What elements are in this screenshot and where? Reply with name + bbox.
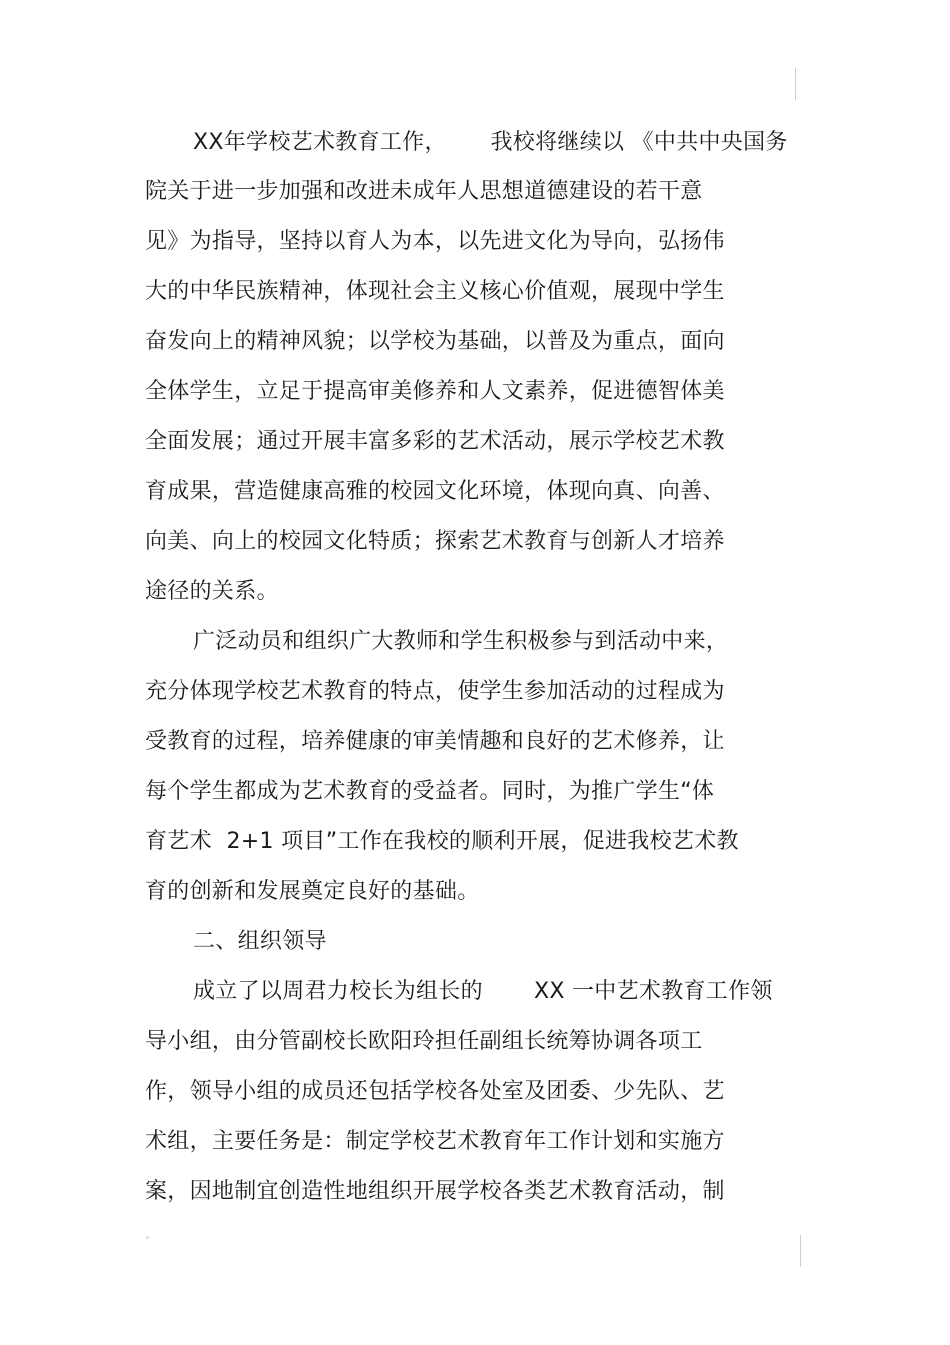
paragraph-line: 院关于进一步加强和改进未成年人思想道德建设的若干意	[145, 179, 703, 204]
paragraph-line: 途径的关系。	[145, 579, 279, 604]
scan-artifact	[146, 1236, 149, 1239]
paragraph-line: 全面发展；通过开展丰富多彩的艺术活动，展示学校艺术教	[145, 429, 725, 454]
paragraph-line: 大的中华民族精神，体现社会主义核心价值观，展现中学生	[145, 279, 725, 304]
paragraph-line: 导小组，由分管副校长欧阳玲担任副组长统筹协调各项工	[145, 1029, 703, 1054]
page-margin-mark-bottom	[800, 1235, 801, 1267]
paragraph-line: 每个学生都成为艺术教育的受益者。同时，为推广学生“体	[145, 779, 715, 804]
paragraph-line: 作，领导小组的成员还包括学校各处室及团委、少先队、艺	[145, 1079, 725, 1104]
paragraph-line: 育的创新和发展奠定良好的基础。	[145, 879, 480, 904]
paragraph-line: 案，因地制宜创造性地组织开展学校各类艺术教育活动，制	[145, 1179, 725, 1204]
paragraph-line: 向美、向上的校园文化特质；探索艺术教育与创新人才培养	[145, 529, 725, 554]
paragraph-line: 受教育的过程，培养健康的审美情趣和良好的艺术修养，让	[145, 729, 725, 754]
page-margin-mark-top	[795, 68, 796, 100]
paragraph-line: 成立了以周君力校长为组长的 XX 一中艺术教育工作领	[193, 979, 773, 1004]
paragraph-line: 育艺术 2+1 项目”工作在我校的顺利开展，促进我校艺术教	[145, 829, 739, 854]
paragraph-line: 全体学生，立足于提高审美修养和人文素养，促进德智体美	[145, 379, 725, 404]
paragraph-line: 广泛动员和组织广大教师和学生积极参与到活动中来，	[193, 629, 729, 654]
paragraph-line: 见》为指导，坚持以育人为本，以先进文化为导向，弘扬伟	[145, 229, 725, 254]
section-heading: 二、组织领导	[193, 929, 327, 954]
paragraph-line: 奋发向上的精神风貌；以学校为基础，以普及为重点，面向	[145, 329, 725, 354]
paragraph-line: 充分体现学校艺术教育的特点，使学生参加活动的过程成为	[145, 679, 725, 704]
paragraph-line: 术组，主要任务是：制定学校艺术教育年工作计划和实施方	[145, 1129, 725, 1154]
paragraph-line: 育成果，营造健康高雅的校园文化环境，体现向真、向善、	[145, 479, 725, 504]
paragraph-line: XX年学校艺术教育工作， 我校将继续以 《中共中央国务	[193, 130, 788, 155]
